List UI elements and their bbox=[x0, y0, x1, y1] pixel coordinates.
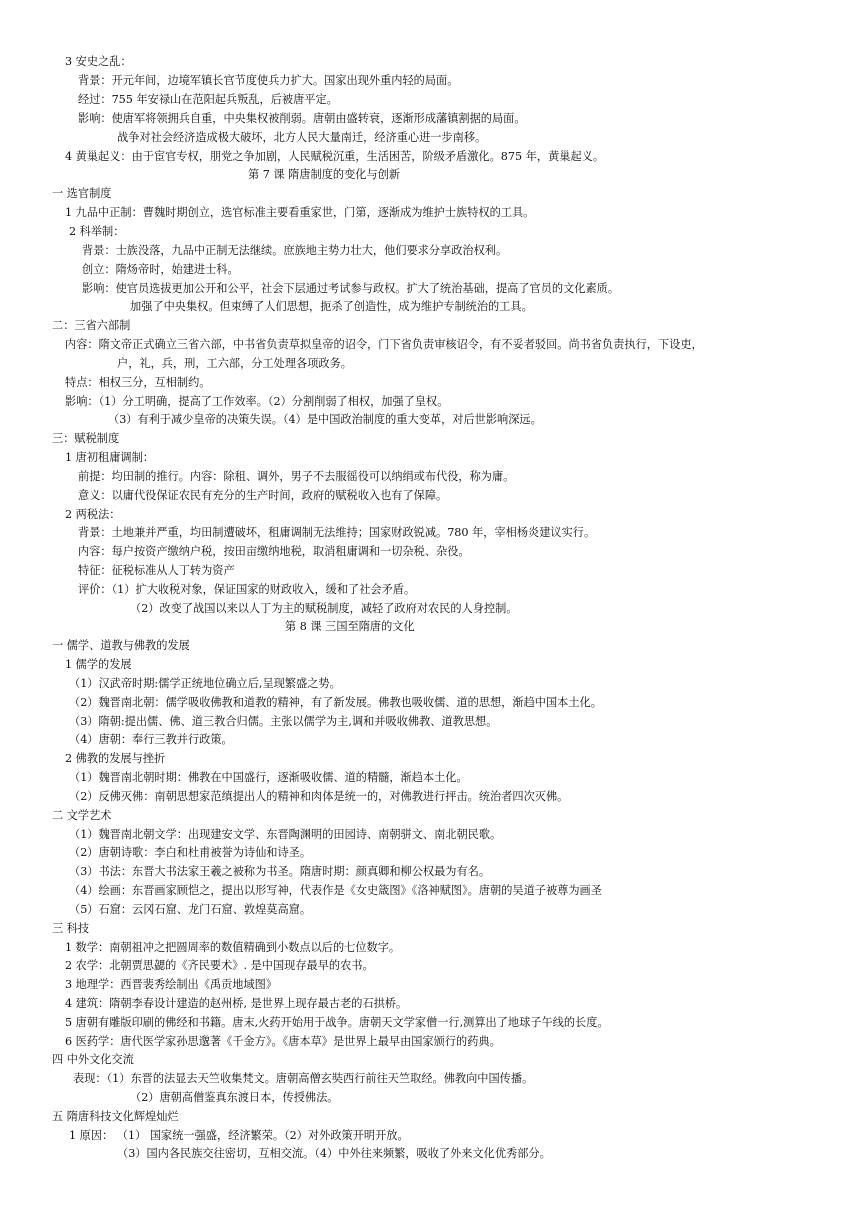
text-line: 加强了中央集权。但束缚了人们思想，扼杀了创造性，成为维护专制统治的工具。 bbox=[130, 300, 533, 313]
text-line: 3 安史之乱： bbox=[65, 55, 132, 68]
text-line: 背景：土地兼并严重，均田制遭破坏，租庸调制无法维持；国家财政锐减。780 年，宰相杨炎建议实行。 bbox=[78, 526, 596, 539]
text-line: （2）唐朝诗歌：李白和杜甫被誉为诗仙和诗圣。 bbox=[69, 846, 312, 859]
text-line: 背景：士族没落，九品中正制无法继续。庶族地主势力壮大，他们要求分享政治权利。 bbox=[82, 244, 508, 257]
text-line: 1 唐初租庸调制： bbox=[65, 451, 154, 464]
text-line: 6 医药学：唐代医学家孙思邈著《千金方》。《唐本草》是世界上最早由国家颁行的药典。 bbox=[65, 1035, 501, 1048]
section-heading: 五 隋唐科技文化辉煌灿烂 bbox=[52, 1110, 179, 1123]
text-line: 2 农学：北朝贾思勰的《齐民要术》. 是中国现存最早的农书。 bbox=[65, 959, 374, 972]
text-line: （2）唐朝高僧鉴真东渡日本，传授佛法。 bbox=[130, 1091, 339, 1104]
text-line: 战争对社会经济造成极大破坏，北方人民大量南迁，经济重心进一步南移。 bbox=[117, 131, 487, 144]
text-line: 经过：755 年安禄山在范阳起兵叛乱，后被唐平定。 bbox=[78, 93, 338, 106]
lesson-title: 第 8 课 三国至隋唐的文化 bbox=[285, 620, 415, 633]
text-line: 内容：隋文帝正式确立三省六部，中书省负责草拟皇帝的诏令，门下省负责审核诏令，有不妥者驳回。尚书省负责执行，下设吏， bbox=[65, 338, 703, 351]
text-line: （2）反佛灭佛：南朝思想家范缜提出人的精神和肉体是统一的，对佛教进行抨击。统治者四次灭佛。 bbox=[69, 790, 569, 803]
text-line: 1 九品中正制：曹魏时期创立，选官标准主要看重家世，门第，逐渐成为维护士族特权的工具。 bbox=[65, 206, 535, 219]
text-line: 1 原因： （1） 国家统一强盛，经济繁荣。（2）对外政策开明开放。 bbox=[69, 1129, 409, 1142]
text-line: （3）有利于减少皇帝的决策失误。（4）是中国政治制度的重大变革，对后世影响深远。 bbox=[108, 413, 542, 426]
text-line: 2 科举制： bbox=[69, 225, 125, 238]
text-line: （5）石窟：云冈石窟、龙门石窟、敦煌莫高窟。 bbox=[69, 903, 312, 916]
text-line: 内容：每户按资产缴纳户税，按田亩缴纳地税，取消租庸调和一切杂税、杂役。 bbox=[78, 545, 470, 558]
text-line: 前提：均田制的推行。内容：除租、调外，男子不去服徭役可以纳绢或布代役，称为庸。 bbox=[78, 470, 515, 483]
text-line: （1）魏晋南北朝文学：出现建安文学、东晋陶渊明的田园诗、南朝骈文、南北朝民歌。 bbox=[69, 828, 502, 841]
section-heading: 四 中外文化交流 bbox=[52, 1053, 134, 1066]
text-line: 特点：相权三分，互相制约。 bbox=[65, 376, 211, 389]
text-line: 表现：（1）东晋的法显去天竺收集梵文。唐朝高僧玄奘西行前往天竺取经。佛教向中国传播。 bbox=[73, 1072, 534, 1085]
text-line: 户，礼，兵，刑，工六部，分工处理各项政务。 bbox=[117, 357, 352, 370]
text-line: 2 佛教的发展与挫折 bbox=[65, 752, 166, 765]
text-line: （1）魏晋南北朝时期：佛教在中国盛行，逐渐吸收儒、道的精髓，渐趋本土化。 bbox=[69, 771, 468, 784]
section-heading: 一 儒学、道教与佛教的发展 bbox=[52, 639, 190, 652]
text-line: 4 黄巢起义：由于宦官专权，朋党之争加剧，人民赋税沉重，生活困苦，阶级矛盾激化。875 年，黄巢起义。 bbox=[65, 150, 605, 163]
text-line: （3）隋朝:提出儒、佛、道三教合归儒。主张以儒学为主,调和并吸收佛教、道教思想。 bbox=[69, 715, 498, 728]
text-line: 1 数学：南朝祖冲之把圆周率的数值精确到小数点以后的七位数字。 bbox=[65, 941, 401, 954]
text-line: 2 两税法： bbox=[65, 508, 121, 521]
text-line: （4）绘画：东晋画家顾恺之，提出以形写神，代表作是《女史箴图》《洛神赋图》。唐朝的吴道子被尊为画圣 bbox=[69, 884, 602, 897]
text-line: 5 唐朝有雕版印刷的佛经和书籍。唐末,火药开始用于战争。唐朝天文学家僧一行,测算出了地球子午线的长度。 bbox=[65, 1016, 609, 1029]
text-line: （2）魏晋南北朝：儒学吸收佛教和道教的精神，有了新发展。佛教也吸收儒、道的思想，渐趋中国本土化。 bbox=[69, 696, 602, 709]
text-line: 背景：开元年间，边境军镇长官节度使兵力扩大。国家出现外重内轻的局面。 bbox=[78, 74, 459, 87]
text-line: 评价：（1）扩大收税对象，保证国家的财政收入，缓和了社会矛盾。 bbox=[78, 583, 416, 596]
text-line: 特征：征税标准从人丁转为资产 bbox=[78, 564, 235, 577]
text-line: 1 儒学的发展 bbox=[65, 658, 132, 671]
text-line: （4）唐朝：奉行三教并行政策。 bbox=[69, 733, 233, 746]
text-line: 创立：隋炀帝时，始建进士科。 bbox=[82, 263, 239, 276]
text-line: 影响：使官员选拔更加公开和公平，社会下层通过考试参与政权。扩大了统治基础，提高了官员的文化素质。 bbox=[82, 282, 620, 295]
section-heading: 三 科技 bbox=[52, 922, 90, 935]
text-line: （1）汉武帝时期:儒学正统地位确立后,呈现繁盛之势。 bbox=[69, 677, 341, 690]
text-line: 4 建筑：隋朝李春设计建造的赵州桥, 是世界上现存最古老的石拱桥。 bbox=[65, 997, 408, 1010]
text-line: （3）书法：东晋大书法家王羲之被称为书圣。隋唐时期：颜真卿和柳公权最为有名。 bbox=[69, 865, 491, 878]
lesson-title: 第 7 课 隋唐制度的变化与创新 bbox=[248, 168, 401, 181]
text-line: （3）国内各民族交往密切，互相交流。（4）中外往来频繁，吸收了外来文化优秀部分。 bbox=[117, 1147, 551, 1160]
text-line: 影响：（1）分工明确，提高了工作效率。（2）分割削弱了相权，加强了皇权。 bbox=[65, 395, 449, 408]
text-line: 影响：使唐军将领拥兵自重，中央集权被削弱。唐朝由盛转衰，逐渐形成藩镇割据的局面。 bbox=[78, 112, 526, 125]
section-heading: 三：赋税制度 bbox=[52, 432, 120, 445]
section-heading: 一 选官制度 bbox=[52, 187, 112, 200]
section-heading: 二 文学艺术 bbox=[52, 809, 112, 822]
text-line: （2）改变了战国以来以人丁为主的赋税制度，减轻了政府对农民的人身控制。 bbox=[130, 602, 518, 615]
text-line: 意义：以庸代役保证农民有充分的生产时间，政府的赋税收入也有了保障。 bbox=[78, 489, 448, 502]
section-heading: 二：三省六部制 bbox=[52, 319, 131, 332]
text-line: 3 地理学：西晋裴秀绘制出《禹贡地域图》 bbox=[65, 978, 278, 991]
